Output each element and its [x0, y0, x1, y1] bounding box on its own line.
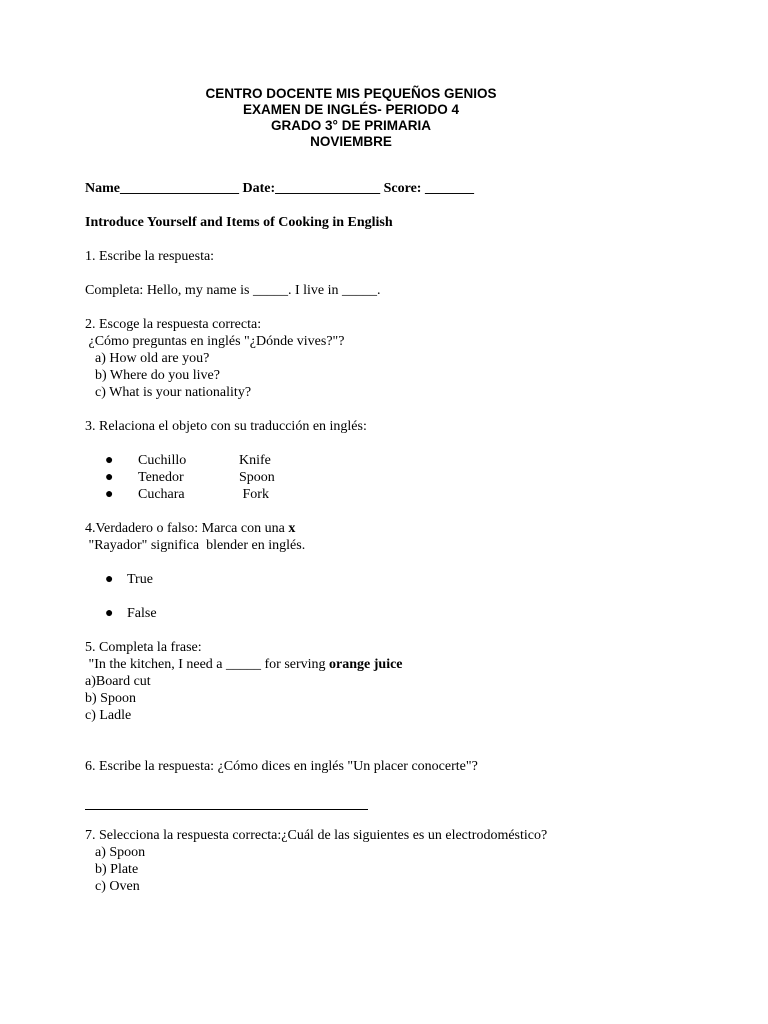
grade-label: GRADO 3° DE PRIMARIA — [271, 118, 431, 133]
q5-title: 5. Completa la frase: — [85, 640, 202, 655]
q5-option-c: c) Ladle — [85, 708, 132, 723]
q4-statement: "Rayador" significa blender en inglés. — [85, 538, 306, 553]
bullet-icon: ● — [105, 606, 114, 621]
q5-sentence-text: "In the kitchen, I need a _____ for serving — [85, 657, 330, 672]
q2-prompt: ¿Cómo preguntas en inglés "¿Dónde vives?"? — [85, 334, 345, 349]
q5-sentence — [85, 656, 725, 673]
bullet-icon: ● — [105, 470, 114, 485]
q1-text: Completa: Hello, my name is _____. I live in _____. — [85, 283, 381, 298]
q3-row — [85, 486, 725, 503]
q5-option-a: a)Board cut — [85, 674, 151, 689]
q6-title: 6. Escribe la respuesta: ¿Cómo dices en inglés "Un placer conocerte"? — [85, 759, 478, 774]
q2-title: 2. Escoge la respuesta correcta: — [85, 317, 262, 332]
exam-header — [0, 86, 702, 150]
q7-option-b: b) Plate — [95, 862, 139, 877]
q3-spanish-word: Cuchillo — [138, 453, 187, 468]
q2-option-a: a) How old are you? — [95, 351, 210, 366]
q4-option-false[interactable] — [85, 605, 725, 622]
q3-spanish-word: Cuchara — [138, 487, 185, 502]
exam-body — [85, 180, 725, 895]
q4-title — [85, 520, 725, 537]
q4-title-text: 4.Verdadero o falso: Marca con una — [85, 521, 289, 536]
exam-title: EXAMEN DE INGLÉS- PERIODO 4 — [242, 102, 460, 117]
q4-false-label: False — [127, 606, 157, 621]
month-label: NOVIEMBRE — [310, 134, 392, 149]
student-info-line: Name_________________ Date:_______________ Score: _______ — [85, 181, 474, 196]
q7-option-a: a) Spoon — [95, 845, 146, 860]
q4-title-mark: x — [288, 521, 296, 536]
q2-option-c: c) What is your nationality? — [95, 385, 252, 400]
q3-row — [85, 469, 725, 486]
q3-row — [85, 452, 725, 469]
bullet-icon: ● — [105, 487, 114, 502]
q5-sentence-bold: orange juice — [329, 657, 403, 672]
school-name: CENTRO DOCENTE MIS PEQUEÑOS GENIOS — [205, 86, 497, 101]
q6-answer-line[interactable] — [85, 792, 368, 810]
q7-title: 7. Selecciona la respuesta correcta:¿Cuál de las siguientes es un electrodoméstico? — [85, 828, 548, 843]
q3-english-word: Fork — [239, 487, 269, 502]
section-title: Introduce Yourself and Items of Cooking in English — [85, 215, 393, 230]
q3-title: 3. Relaciona el objeto con su traducción en inglés: — [85, 419, 367, 434]
q1-title: 1. Escribe la respuesta: — [85, 249, 215, 264]
q7-option-c: c) Oven — [95, 879, 140, 894]
q3-spanish-word: Tenedor — [138, 470, 184, 485]
q4-option-true[interactable] — [85, 571, 725, 588]
q3-english-word: Spoon — [239, 470, 275, 485]
q2-option-b: b) Where do you live? — [95, 368, 220, 383]
q3-english-word: Knife — [239, 453, 271, 468]
q5-option-b: b) Spoon — [85, 691, 136, 706]
bullet-icon: ● — [105, 453, 114, 468]
q4-true-label: True — [127, 572, 153, 587]
bullet-icon: ● — [105, 572, 114, 587]
